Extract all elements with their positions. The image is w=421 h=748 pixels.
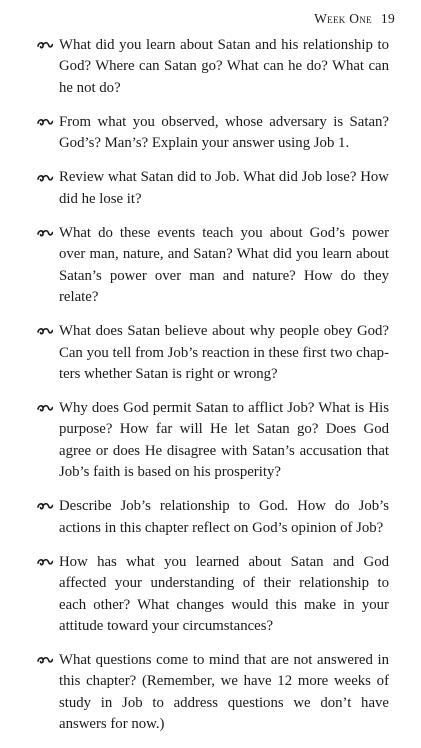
scroll-ornament-icon bbox=[37, 112, 59, 133]
scroll-ornament-icon bbox=[37, 167, 59, 188]
scroll-ornament-icon bbox=[37, 398, 59, 419]
scroll-ornament-icon bbox=[37, 35, 59, 56]
section-title: Week One bbox=[314, 11, 372, 26]
question-text: What do these events teach you about God’s power over man, nature, and Satan? What did you learn about Satan’s power over man and nature? How do they relate? bbox=[59, 225, 389, 305]
question-item bbox=[37, 321, 389, 385]
question-item bbox=[37, 35, 389, 99]
question-item bbox=[37, 650, 389, 735]
page-number: 19 bbox=[380, 11, 395, 26]
running-head bbox=[314, 11, 395, 27]
question-text: Review what Satan did to Job. What did Job lose? How did he lose it? bbox=[59, 169, 389, 207]
question-item bbox=[37, 398, 389, 483]
scroll-ornament-icon bbox=[37, 223, 59, 244]
question-text: From what you observed, whose adversary is Satan? God’s? Man’s? Explain your answer using Job 1. bbox=[59, 113, 389, 152]
question-list bbox=[37, 35, 389, 748]
question-text: How has what you learned about Satan and God affected your understanding of their relationship to each other? What changes would this make in your attitude toward your circumstances? bbox=[59, 553, 389, 634]
question-item bbox=[37, 112, 389, 155]
scroll-ornament-icon bbox=[37, 496, 59, 517]
question-text: What did you learn about Satan and his relationship to God? Where can Satan go? What can he do? What can he not do? bbox=[59, 37, 389, 96]
question-item bbox=[37, 552, 389, 637]
scroll-ornament-icon bbox=[37, 552, 59, 573]
scroll-ornament-icon bbox=[37, 321, 59, 342]
question-text: What questions come to mind that are not answered in this chapter? (Remember, we have 12 more weeks of study in Job to address questions we don’t have answers for now.) bbox=[59, 652, 389, 733]
question-text: What does Satan believe about why people obey God? Can you tell from Job’s reaction in these first two chapters whether Satan is right or wrong? bbox=[59, 323, 389, 382]
question-item bbox=[37, 223, 389, 308]
question-item bbox=[37, 167, 389, 210]
question-text: Why does God permit Satan to afflict Job? What is His purpose? How far will He let Satan go? Does God agree or does He disagree with Satan’s accusation that Job’s faith is based on his prosperity? bbox=[59, 400, 389, 481]
question-text: Describe Job’s relationship to God. How do Job’s actions in this chapter reflect on God’s opinion of Job? bbox=[59, 498, 389, 536]
question-item bbox=[37, 496, 389, 539]
scroll-ornament-icon bbox=[37, 650, 59, 671]
